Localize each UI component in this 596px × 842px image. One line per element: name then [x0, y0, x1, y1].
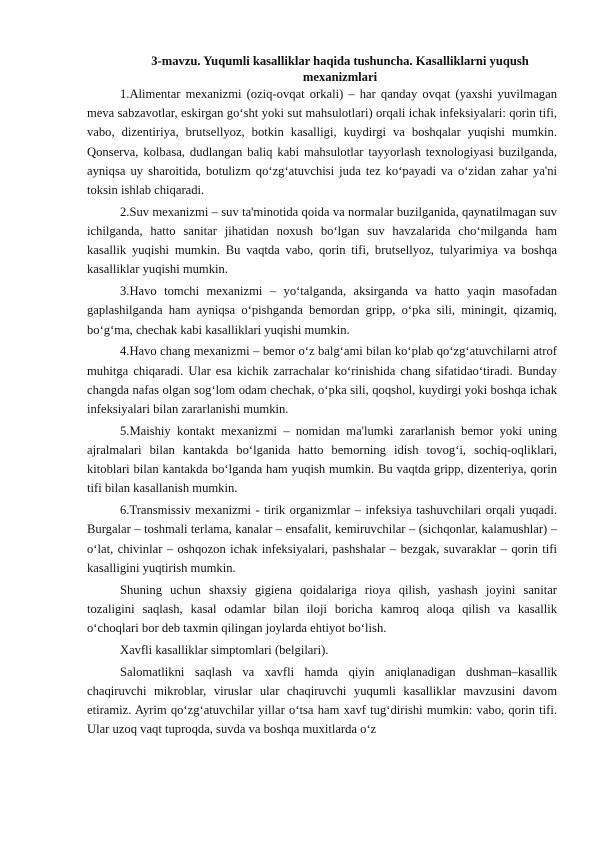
document-page	[87, 54, 557, 742]
paragraph-havo-chang: 4.Havo chang mexanizmi – bemor o‘z balg‘ami bilan ko‘plab qo‘zg‘atuvchilarni atrof muhitga chiqaradi. Ular esa kichik zarrachalar ko‘rinishida chang sifatidao‘tiradi. Bunday changda nafas olgan sog‘lom odam chechak, o‘pka sili, qoqshol, kuydirgi yoki boshqa ichak infeksiyalari bilan zararlanishi mumkin.	[87, 344, 557, 417]
paragraph-suv: 2.Suv mexanizmi – suv ta'minotida qoida va normalar buzilganida, qaynatilmagan suv ichilganda, hatto sanitar jihatidan noxush bo‘lgan suv havzalarida cho‘milganda ham kasallik yuqishi mumkin. Bu vaqtda vabo, qorin tifi, brutsellyoz, tulyarimiya va boshqa kasalliklar yuqishi mumkin.	[87, 204, 557, 277]
paragraph-transmissiv: 6.Transmissiv mexanizmi - tirik organizmlar – infeksiya tashuvchilari orqali yuqadi. Burgalar – toshmali terlama, kanalar – ensafalit, kemiruvchilar – (sichqonlar, kalamushlar) – o‘lat, chivinlar – oshqozon ichak infeksiyalari, pashshalar – bezgak, suvaraklar – qorin tifi kasalligini yuqtirish mumkin.	[87, 503, 557, 575]
paragraph-alimentar: 1.Alimentar mexanizmi (oziq-ovqat orkali) – har qanday ovqat (yaxshi yuvilmagan meva sabzavotlar, eskirgan go‘sht yoki sut mahsulotlari) orqali ichak infeksiyalari: qorin tifi, vabo, dizentiriya, brutsellyoz, botkin kasalligi, kuydirgi va boshqalar yuqishi mumkin. Qonserva, kolbasa, dudlangan baliq kabi mahsulotlar tayyorlash texnologiyasi buzilganda, ayniqsa uy sharoitida, botulizm qo‘zg‘atuvchisi juda tez ko‘payadi va o‘zidan zahar ya'ni toksin ishlab chiqaradi.	[87, 87, 557, 198]
paragraph-havo-tomchi: 3.Havo tomchi mexanizmi – yo‘talganda, aksirganda va hatto yaqin masofadan gaplashilganda ham ayniqsa o‘pishganda bemordan gripp, o‘pka sili, miningit, qizamiq, bo‘g‘ma, chechak kabi kasalliklari yuqishi mumkin.	[87, 284, 557, 337]
paragraph-gigiena: Shuning uchun shaxsiy gigiena qoidalariga rioya qilish, yashash joyini sanitar tozaligini saqlash, kasal odamlar bilan iloji boricha kamroq aloqa qilish va kasallik o‘choqlari bor deb taxmin qilingan joylarda ehtiyot bo‘lish.	[87, 582, 557, 636]
paragraph-salomatlik: Salomatlikni saqlash va xavfli hamda qiyin aniqlanadigan dushman–kasallik chaqiruvchi mikroblar, viruslar ular chaqiruvchi yuqumli kasalliklar mavzusini davom etiramiz. Ayrim qo‘zg‘atuvchilar yillar o‘tsa ham xavf tug‘dirishi mumkin: vabo, qorin tifi. Ular uzoq vaqt tuproqda, suvda va boshqa muxitlarda o‘z	[87, 664, 557, 737]
page-title: 3-mavzu. Yuqumli kasalliklar haqida tushuncha. Kasalliklarni yuqush mexanizmlari	[151, 54, 529, 84]
paragraph-simptomlar-heading: Xavfli kasalliklar simptomlari (belgilari).	[120, 642, 329, 657]
paragraph-maishiy-kontakt: 5.Maishiy kontakt mexanizmi – nomidan ma'lumki zararlanish bemor yoki uning ajralmalari bilan kantakda bo‘lganida hatto bemorning idish tovog‘i, sochiq-oqliklari, kitoblari bilan kantakda bo‘lganda ham yuqish mumkin. Bu vaqtda gripp, dizenteriya, qorin tifi bilan kasallanish mumkin.	[87, 423, 557, 496]
